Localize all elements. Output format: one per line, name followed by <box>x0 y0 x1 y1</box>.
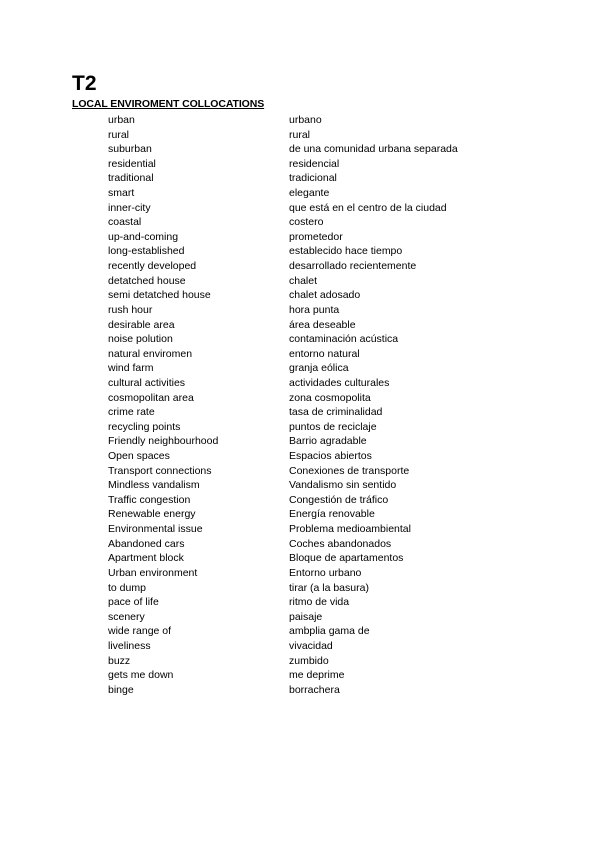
collocation-row <box>108 668 528 683</box>
collocation-row <box>108 449 528 464</box>
spanish-translation: rural <box>289 128 311 141</box>
spanish-translation: contaminación acústica <box>289 333 399 346</box>
spanish-translation: entorno natural <box>289 347 360 360</box>
english-term: wind farm <box>108 362 154 375</box>
spanish-translation: Congestión de tráfico <box>289 493 389 506</box>
spanish-translation: chalet adosado <box>289 289 361 302</box>
english-term: traditional <box>108 172 154 185</box>
english-term: detatched house <box>108 274 186 287</box>
english-term: inner-city <box>108 201 151 214</box>
spanish-translation: Barrio agradable <box>289 435 367 448</box>
english-term: wide range of <box>108 625 172 638</box>
collocation-row <box>108 581 528 596</box>
collocation-row <box>108 595 528 610</box>
english-term: cosmopolitan area <box>108 391 194 404</box>
spanish-translation: de una comunidad urbana separada <box>289 143 458 156</box>
spanish-translation: Conexiones de transporte <box>289 464 410 477</box>
english-term: buzz <box>108 654 131 667</box>
collocation-row <box>108 478 528 493</box>
english-term: to dump <box>108 581 146 594</box>
spanish-translation: que está en el centro de la ciudad <box>289 201 447 214</box>
spanish-translation: establecido hace tiempo <box>289 245 403 258</box>
collocation-row <box>108 142 528 157</box>
english-term: binge <box>108 683 134 696</box>
spanish-translation: Vandalismo sin sentido <box>289 479 397 492</box>
spanish-translation: urbano <box>289 114 322 126</box>
english-term: crime rate <box>108 406 155 419</box>
spanish-translation: tirar (a la basura) <box>289 581 369 594</box>
english-term: Traffic congestion <box>108 493 191 506</box>
spanish-translation: Coches abandonados <box>289 537 392 550</box>
collocation-row <box>108 332 528 347</box>
spanish-translation: Energía renovable <box>289 508 375 521</box>
collocation-row <box>108 420 528 435</box>
collocation-row <box>108 157 528 172</box>
spanish-translation: ambplia gama de <box>289 625 370 638</box>
collocation-row <box>108 610 528 625</box>
english-term: suburban <box>108 143 152 156</box>
english-term: Abandoned cars <box>108 537 185 550</box>
collocation-row <box>108 215 528 230</box>
collocation-row <box>108 522 528 537</box>
english-term: Apartment block <box>108 552 184 565</box>
english-term: liveliness <box>108 639 151 652</box>
spanish-translation: tasa de criminalidad <box>289 406 383 419</box>
spanish-translation: borrachera <box>289 683 340 696</box>
spanish-translation: granja eólica <box>289 362 349 375</box>
spanish-translation: desarrollado recientemente <box>289 260 417 273</box>
collocation-row <box>108 288 528 303</box>
collocation-row <box>108 361 528 376</box>
collocation-row <box>108 303 528 318</box>
english-term: residential <box>108 157 156 170</box>
english-term: Open spaces <box>108 450 170 463</box>
english-term: Mindless vandalism <box>108 479 200 492</box>
english-term: pace of life <box>108 596 159 609</box>
spanish-translation: residencial <box>289 157 340 170</box>
spanish-translation: costero <box>289 216 324 229</box>
collocation-row <box>108 391 528 406</box>
english-term: rush hour <box>108 303 153 316</box>
spanish-translation: zona cosmopolita <box>289 391 371 404</box>
collocation-row <box>108 230 528 245</box>
spanish-translation: chalet <box>289 274 318 287</box>
spanish-translation: Espacios abiertos <box>289 450 372 463</box>
english-term: smart <box>108 187 135 200</box>
english-term: Environmental issue <box>108 523 203 536</box>
collocation-row <box>108 639 528 654</box>
english-term: urban <box>108 114 135 126</box>
spanish-translation: actividades culturales <box>289 376 390 389</box>
collocation-row <box>108 113 528 128</box>
collocation-row <box>108 551 528 566</box>
english-term: up-and-coming <box>108 230 179 243</box>
english-term: Transport connections <box>108 464 212 477</box>
collocation-list <box>108 113 528 697</box>
spanish-translation: área deseable <box>289 318 356 331</box>
english-term: coastal <box>108 216 142 229</box>
spanish-translation: tradicional <box>289 172 337 185</box>
collocation-row <box>108 347 528 362</box>
spanish-translation: me deprime <box>289 669 345 682</box>
collocation-row <box>108 244 528 259</box>
english-term: rural <box>108 128 130 141</box>
english-term: gets me down <box>108 669 174 682</box>
collocation-row <box>108 566 528 581</box>
spanish-translation: ritmo de vida <box>289 596 350 609</box>
collocation-row <box>108 318 528 333</box>
spanish-translation: paisaje <box>289 610 323 623</box>
english-term: cultural activities <box>108 376 186 389</box>
collocation-row <box>108 537 528 552</box>
collocation-row <box>108 683 528 698</box>
english-term: recycling points <box>108 420 181 433</box>
english-term: Friendly neighbourhood <box>108 435 219 448</box>
spanish-translation: elegante <box>289 187 330 200</box>
english-term: Urban environment <box>108 566 198 579</box>
collocation-row <box>108 376 528 391</box>
spanish-translation: zumbido <box>289 654 329 667</box>
collocation-row <box>108 186 528 201</box>
collocation-row <box>108 274 528 289</box>
spanish-translation: puntos de reciclaje <box>289 420 377 433</box>
spanish-translation: Problema medioambiental <box>289 523 411 536</box>
collocation-row <box>108 654 528 669</box>
collocation-row <box>108 259 528 274</box>
spanish-translation: Entorno urbano <box>289 566 362 579</box>
spanish-translation: hora punta <box>289 303 340 316</box>
page-title: T2 <box>72 72 97 95</box>
english-term: desirable area <box>108 318 175 331</box>
spanish-translation: vivacidad <box>289 639 333 652</box>
collocation-row <box>108 624 528 639</box>
english-term: scenery <box>108 610 145 623</box>
collocation-row <box>108 493 528 508</box>
english-term: natural enviromen <box>108 347 193 360</box>
english-term: long-established <box>108 245 185 258</box>
english-term: Renewable energy <box>108 508 196 521</box>
collocation-row <box>108 171 528 186</box>
english-term: semi detatched house <box>108 289 211 302</box>
collocation-row <box>108 464 528 479</box>
english-term: recently developed <box>108 260 197 273</box>
collocation-row <box>108 201 528 216</box>
spanish-translation: Bloque de apartamentos <box>289 552 404 565</box>
spanish-translation: prometedor <box>289 230 343 243</box>
section-heading: LOCAL ENVIROMENT COLLOCATIONS <box>72 98 265 110</box>
collocation-row <box>108 128 528 143</box>
collocation-row <box>108 507 528 522</box>
collocation-row <box>108 434 528 449</box>
english-term: noise polution <box>108 333 173 346</box>
collocation-row <box>108 405 528 420</box>
